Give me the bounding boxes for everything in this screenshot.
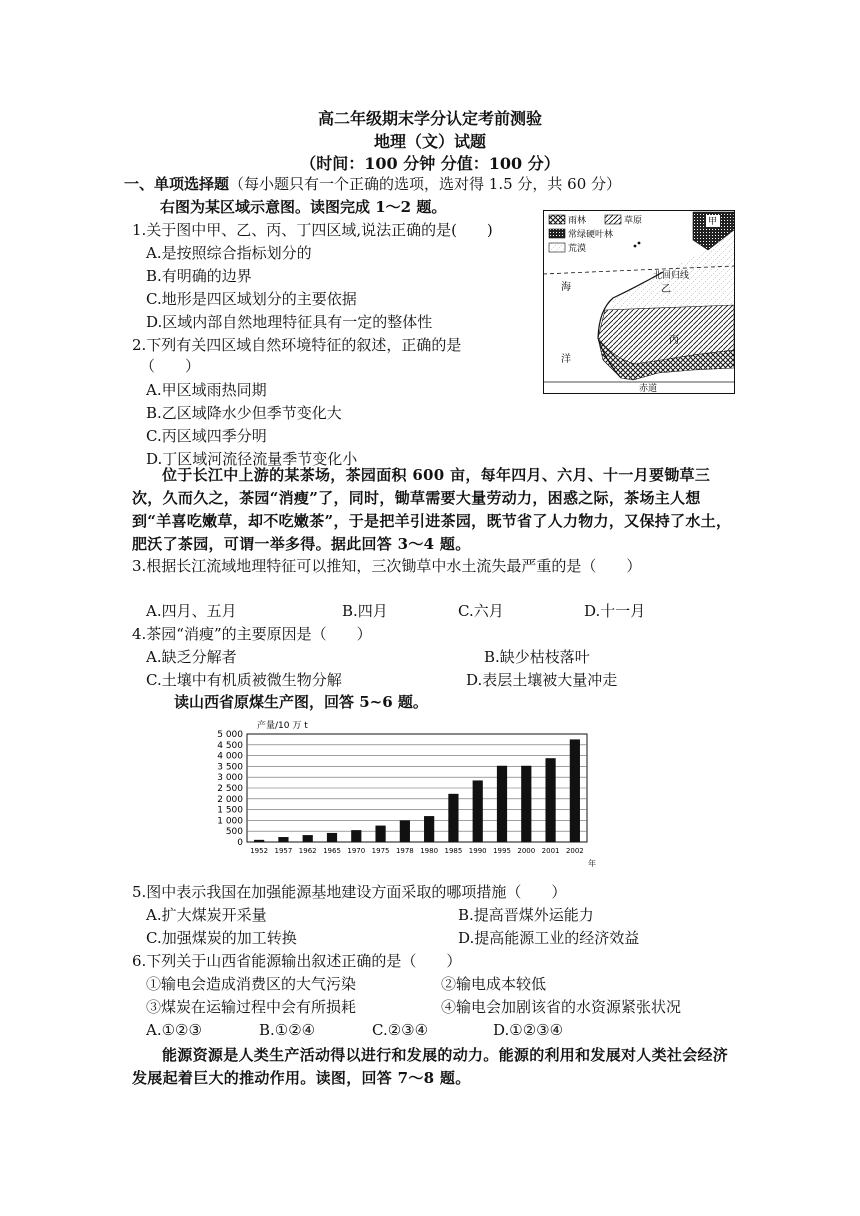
chart-x-tick-label: 2000 (517, 847, 536, 855)
chart-x-tick-label: 1965 (323, 847, 341, 855)
q4-stem: 4.茶园“消瘦”的主要原因是（ ） (132, 625, 372, 643)
region-map (543, 210, 735, 394)
q5-option-d[interactable]: D.提高能源工业的经济效益 (458, 929, 640, 947)
q3-option-c[interactable]: C.六月 (458, 602, 504, 620)
chart-bar (424, 816, 434, 842)
region-label-bing: 丙 (669, 335, 679, 346)
chart-x-tick-label: 1980 (420, 847, 439, 855)
section-note: （每小题只有一个正确的选项，选对得 1.5 分，共 60 分） (229, 175, 622, 193)
chart-y-axis-label: 产量/10 万 t (257, 721, 308, 731)
chart-bar (521, 766, 531, 842)
tropic-label: 北回归线 (653, 271, 690, 281)
q2-option-d[interactable]: D.丁区域河流径流量季节变化小 (146, 450, 358, 468)
chart-bar (473, 780, 483, 842)
chart-bar (400, 820, 410, 842)
legend-desert-label: 荒漠 (568, 244, 587, 254)
map-label-hai: 海 (561, 282, 571, 293)
chart-y-tick-label: 1 500 (217, 805, 243, 816)
q2-stem-paren: （ ） (140, 357, 201, 375)
q3-option-d[interactable]: D.十一月 (584, 602, 646, 620)
chart-y-tick-label: 2 500 (217, 784, 243, 794)
q6-statement-4: ④输电会加剧该省的水资源紧张状况 (441, 998, 682, 1016)
intro-q1-2: 右图为某区域示意图。读图完成 1～2 题。 (160, 198, 447, 216)
q5-option-b[interactable]: B.提高晋煤外运能力 (458, 906, 594, 924)
chart-x-ticks (250, 847, 584, 855)
q1-option-c[interactable]: C.地形是四区域划分的主要依据 (146, 290, 357, 308)
chart-bars (254, 739, 580, 842)
chart-bar (497, 766, 507, 842)
section-label: 一、单项选择题 (124, 175, 230, 193)
q6-option-b[interactable]: B.①②④ (259, 1021, 316, 1039)
chart-bar (254, 840, 264, 842)
q6-option-c[interactable]: C.②③④ (372, 1021, 429, 1039)
q5-stem: 5.图中表示我国在加强能源基地建设方面采取的哪项措施（ ） (132, 883, 567, 901)
chart-y-tick-label: 2 000 (217, 794, 243, 805)
legend-sclerophyll-label: 常绿硬叶林 (568, 230, 614, 240)
chart-bar (545, 758, 555, 842)
chart-y-tick-label: 3 000 (217, 773, 243, 784)
chart-x-tick-label: 1975 (371, 847, 390, 855)
chart-y-tick-label: 4 000 (217, 751, 243, 762)
q1-option-d[interactable]: D.区域内部自然地理特征具有一定的整体性 (146, 313, 433, 331)
chart-x-tick-label: 1970 (347, 847, 366, 855)
chart-x-tick-label: 1952 (250, 847, 269, 855)
q1-stem: 1.关于图中甲、乙、丙、丁四区域,说法正确的是( ) (132, 221, 493, 239)
chart-x-tick-label: 1957 (274, 847, 293, 855)
q6-statement-2: ②输电成本较低 (441, 975, 547, 993)
exam-title: 高二年级期末学分认定考前测验 (317, 109, 542, 128)
chart-y-tick-label: 4 500 (217, 740, 243, 751)
q5-option-a[interactable]: A.扩大煤炭开采量 (146, 906, 267, 924)
coal-production-chart (205, 716, 600, 876)
chart-y-tick-label: 5 000 (217, 730, 243, 740)
chart-x-tick-label: 2001 (541, 847, 560, 855)
chart-y-ticks (217, 730, 243, 848)
q6-option-a[interactable]: A.①②③ (146, 1021, 202, 1039)
section-heading (124, 174, 621, 194)
q2-option-a[interactable]: A.甲区域雨热同期 (146, 381, 267, 399)
q6-option-d[interactable]: D.①②③④ (493, 1021, 564, 1039)
chart-bar (278, 837, 288, 842)
chart-y-tick-label: 500 (225, 827, 243, 838)
q4-option-d[interactable]: D.表层土壤被大量冲走 (466, 671, 618, 689)
q3-stem: 3.根据长江流域地理特征可以推知，三次锄草中水土流失最严重的是（ ） (132, 557, 642, 575)
legend-grassland-label: 草原 (624, 216, 643, 226)
intro-q5-6: 读山西省原煤生产图，回答 5~6 题。 (174, 693, 428, 711)
q3-option-a[interactable]: A.四月、五月 (146, 602, 237, 620)
q3-option-b[interactable]: B.四月 (342, 602, 388, 620)
chart-y-tick-label: 1 000 (217, 816, 243, 827)
q6-statement-3: ③煤炭在运输过程中会有所损耗 (146, 998, 357, 1016)
chart-x-tick-label: 2002 (565, 847, 584, 855)
q5-option-c[interactable]: C.加强煤炭的加工转换 (146, 929, 297, 947)
exam-subtitle: 地理（文）试题 (373, 132, 486, 151)
q2-option-b[interactable]: B.乙区域降水少但季节变化大 (146, 404, 342, 422)
chart-bar (448, 794, 458, 842)
passage-energy: 能源资源是人类生产活动得以进行和发展的动力。能源的利用和发展对人类社会经济发展起着巨大的推动作用。读图，回答 7～8 题。 (132, 1046, 729, 1087)
chart-y-tick-label: 0 (237, 838, 243, 848)
chart-x-tick-label: 1995 (493, 847, 511, 855)
chart-x-axis-label: 年 (588, 859, 596, 868)
region-label-yi: 乙 (661, 284, 671, 295)
q1-option-a[interactable]: A.是按照综合指标划分的 (146, 244, 312, 262)
region-label-jia: 甲 (708, 217, 718, 227)
island-dot (634, 245, 637, 248)
chart-y-tick-label: 3 500 (217, 762, 243, 773)
q6-stem: 6.下列关于山西省能源输出叙述正确的是（ ） (132, 952, 462, 970)
chart-bar (570, 739, 580, 842)
chart-x-tick-label: 1962 (298, 847, 317, 855)
chart-bar (327, 833, 337, 842)
q4-option-a[interactable]: A.缺乏分解者 (146, 648, 237, 666)
map-label-yang: 洋 (561, 354, 571, 365)
chart-x-tick-label: 1985 (444, 847, 463, 855)
legend-desert-swatch (549, 243, 565, 252)
q2-stem: 2.下列有关四区域自然环境特征的叙述，正确的是 (132, 336, 462, 354)
chart-bar (303, 835, 313, 842)
equator-label: 赤道 (639, 384, 658, 394)
q1-option-b[interactable]: B.有明确的边界 (146, 267, 252, 285)
q4-option-b[interactable]: B.缺少枯枝落叶 (484, 648, 590, 666)
q4-option-c[interactable]: C.土壤中有机质被微生物分解 (146, 671, 342, 689)
q6-statement-1: ①输电会造成消费区的大气污染 (146, 975, 357, 993)
passage-tea-garden: 位于长江中上游的某茶场，茶园面积 600 亩，每年四月、六月、十一月要锄草三次，久而久之，茶园“消瘦”了，同时，锄草需要大量劳动力，困惑之际，茶场主人想到“羊喜吃嫩草，却不吃嫩茶”，于是把羊引进茶园，既节省了人力物力，又保持了水土，肥沃了茶园，可谓一举多得。据此回答 3～4 题。 (132, 466, 732, 553)
legend-sclerophyll-swatch (549, 229, 565, 238)
legend-rainforest-label: 雨林 (568, 216, 587, 226)
legend-rainforest-swatch (549, 215, 565, 224)
island-dot (638, 242, 641, 245)
chart-grid (247, 734, 587, 842)
chart-bar (351, 830, 361, 842)
legend-grassland-swatch (605, 215, 621, 224)
q2-option-c[interactable]: C.丙区域四季分明 (146, 427, 267, 445)
exam-meta: （时间：100 分钟 分值：100 分） (300, 154, 560, 173)
chart-x-tick-label: 1978 (395, 847, 414, 855)
chart-x-tick-label: 1990 (468, 847, 487, 855)
chart-bar (375, 826, 385, 842)
